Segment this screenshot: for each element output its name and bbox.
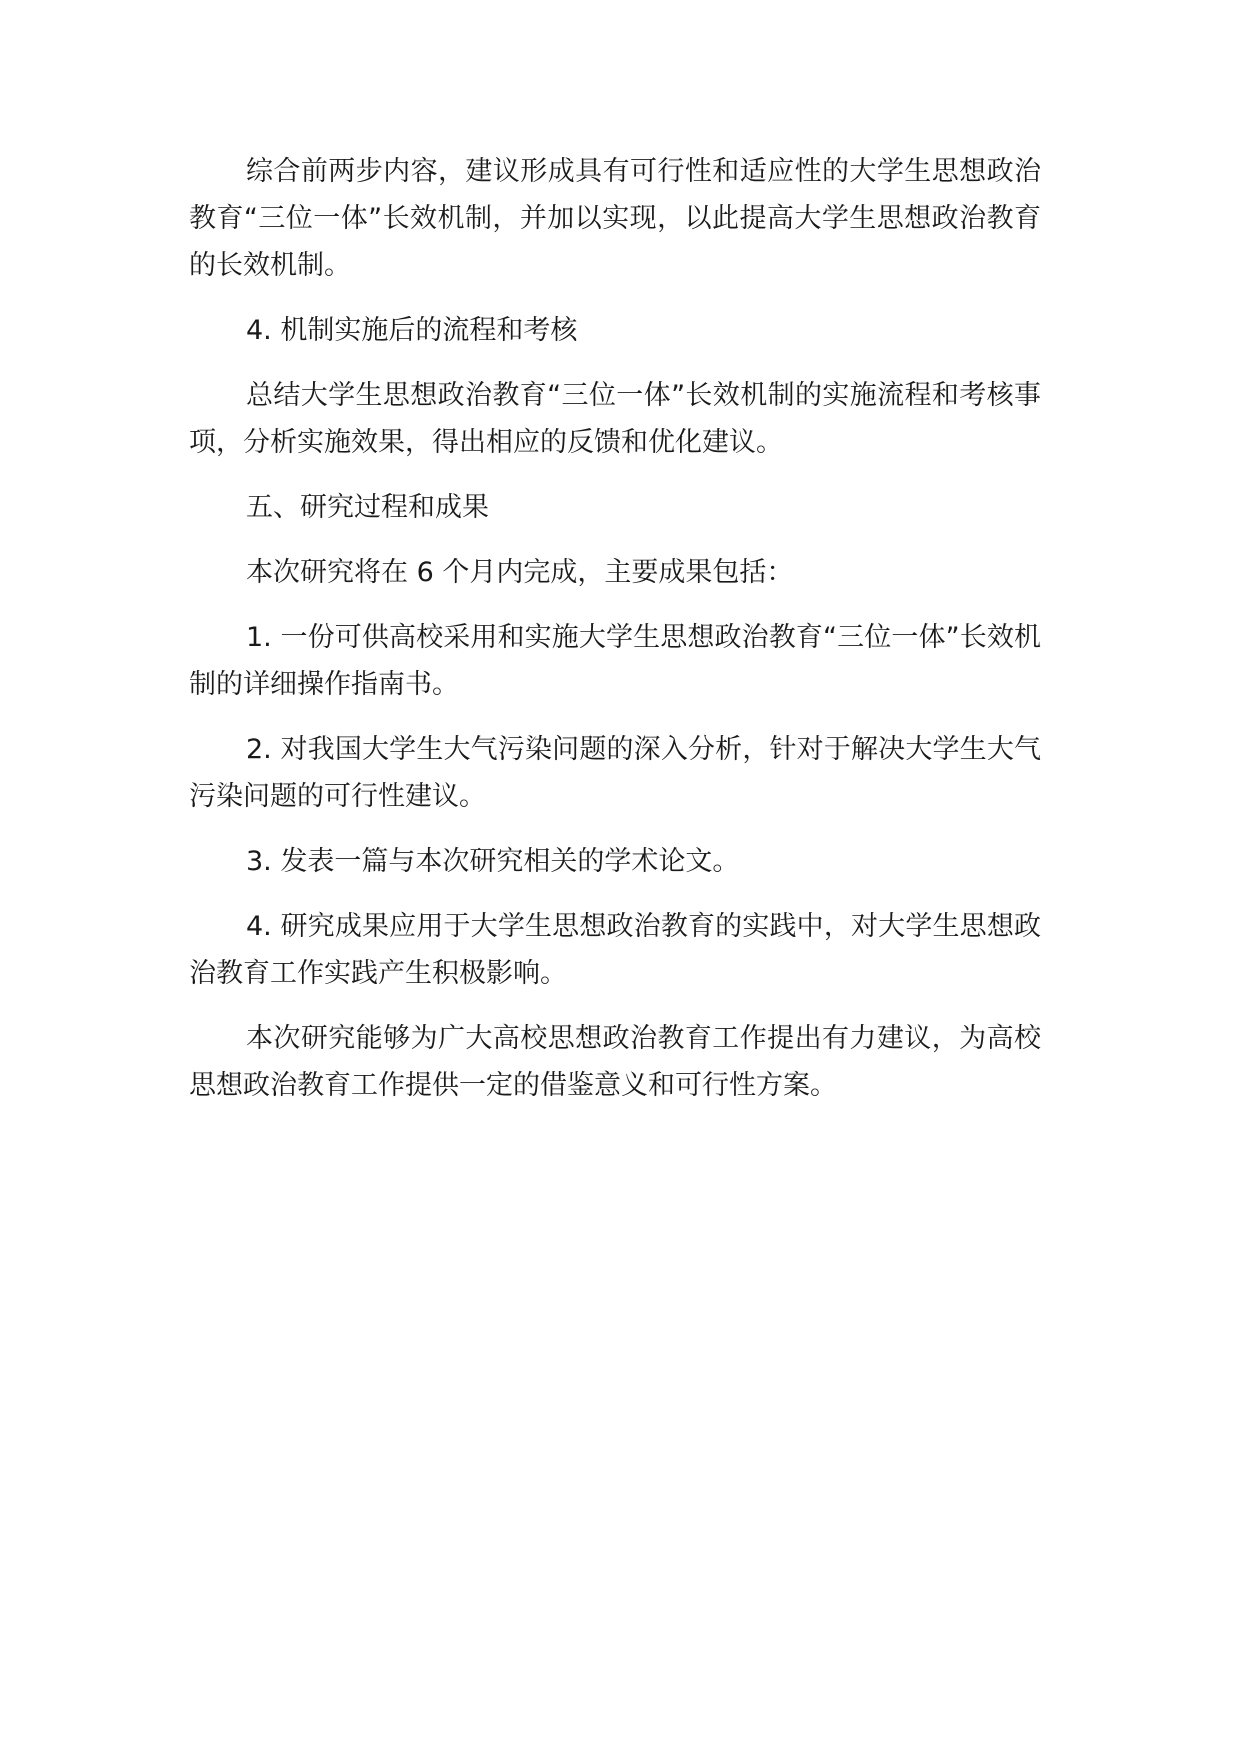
- paragraph-conclusion: 本次研究能够为广大高校思想政治教育工作提出有力建议，为高校思想政治教育工作提供一定的借鉴意义和可行性方案。: [189, 1023, 1041, 1101]
- list-item-outcome-3: 3. 发表一篇与本次研究相关的学术论文。: [246, 846, 740, 877]
- paragraph-research-timeline: 本次研究将在 6 个月内完成，主要成果包括：: [246, 557, 794, 588]
- heading-process-and-assessment: 4. 机制实施后的流程和考核: [246, 315, 578, 346]
- document-body: [189, 148, 1041, 1109]
- section-heading-research-process: 五、研究过程和成果: [246, 492, 489, 523]
- paragraph-process-summary: 总结大学生思想政治教育“三位一体”长效机制的实施流程和考核事项，分析实施效果，得出相应的反馈和优化建议。: [189, 380, 1041, 458]
- list-item-outcome-2: 2. 对我国大学生大气污染问题的深入分析，针对于解决大学生大气污染问题的可行性建议。: [189, 734, 1041, 812]
- list-item-outcome-1: 1. 一份可供高校采用和实施大学生思想政治教育“三位一体”长效机制的详细操作指南书。: [189, 622, 1041, 700]
- paragraph-mechanism-summary: 综合前两步内容，建议形成具有可行性和适应性的大学生思想政治教育“三位一体”长效机制，并加以实现，以此提高大学生思想政治教育的长效机制。: [189, 156, 1041, 281]
- list-item-outcome-4: 4. 研究成果应用于大学生思想政治教育的实践中，对大学生思想政治教育工作实践产生积极影响。: [189, 911, 1041, 989]
